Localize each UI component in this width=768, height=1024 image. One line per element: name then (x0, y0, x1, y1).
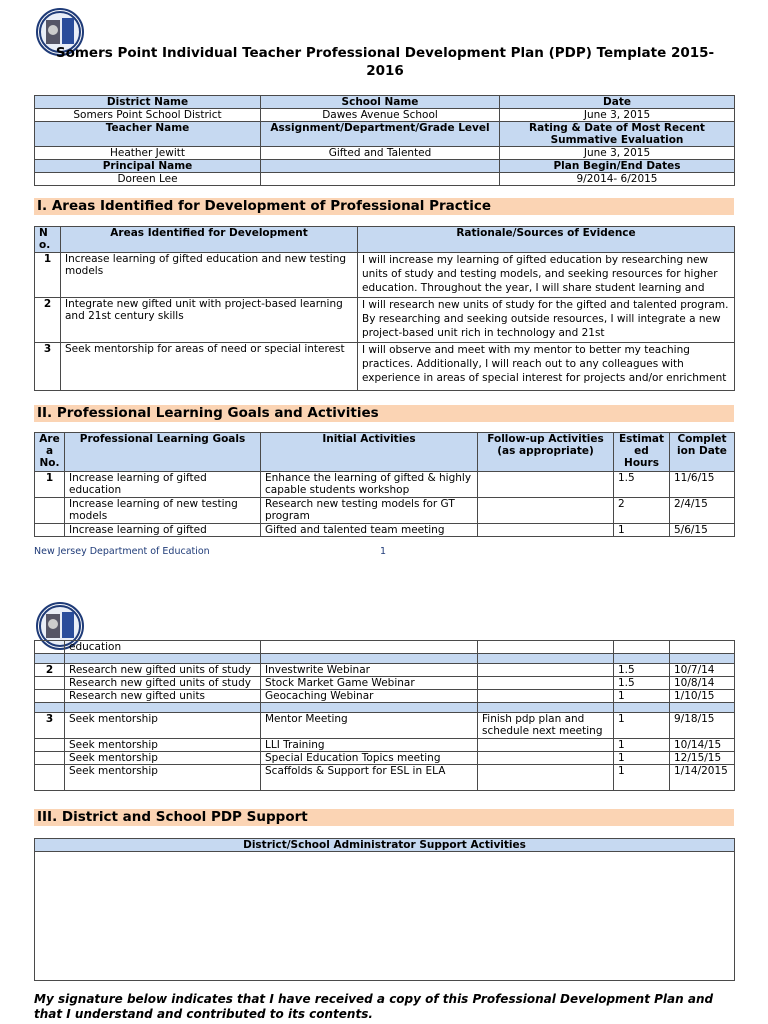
spacer-cell (65, 654, 261, 664)
rationale-text (358, 298, 735, 343)
goals-area-no-header: Are a No. (35, 433, 65, 472)
spacer-cell (478, 703, 614, 713)
goal-text: education (65, 641, 261, 654)
district-value: Somers Point School District (35, 109, 261, 122)
goals-table-page2 (34, 640, 735, 791)
area-no: 1 (35, 253, 61, 298)
section3-heading: III. District and School PDP Support (34, 809, 734, 826)
followup-activity (478, 690, 614, 703)
goal-no (35, 677, 65, 690)
assignment-header: Assignment/Department/Grade Level (261, 122, 500, 147)
teacher-header: Teacher Name (35, 122, 261, 147)
support-table (34, 838, 735, 981)
area-text: Increase learning of gifted education and new testing models (61, 253, 358, 298)
plan-value: 9/2014- 6/2015 (500, 173, 735, 186)
footer-org: New Jersey Department of Education (34, 546, 210, 557)
footer-page-number: 1 (380, 546, 387, 557)
initial-activity: Investwrite Webinar (261, 664, 478, 677)
empty-header (261, 160, 500, 173)
goal-no (35, 739, 65, 752)
goal-no (35, 498, 65, 524)
rating-header: Rating & Date of Most Recent Summative Evaluation (500, 122, 735, 147)
rationale-text-1: I will increase my learning of gifted education by researching new units of study and testing models, and seeking resources for higher education. Throughout the year, I will share student learning and (362, 254, 718, 294)
goal-text: Increase learning of gifted (65, 524, 261, 537)
followup-activity (478, 752, 614, 765)
rationale-text-2: I will research new units of study for the gifted and talented program. By researching and seeking outside resources, I will integrate a new project-based unit rich in technology and 21st (362, 299, 729, 339)
rationale-header: Rationale/Sources of Evidence (358, 227, 735, 253)
followup-activity (478, 664, 614, 677)
initial-activity: Scaffolds & Support for ESL in ELA (261, 765, 478, 791)
page-title: Somers Point Individual Teacher Professional Development Plan (PDP) Template 2015-2016 (55, 45, 715, 79)
est-hours: 1 (614, 765, 670, 791)
initial-activity: Mentor Meeting (261, 713, 478, 739)
goal-text: Seek mentorship (65, 765, 261, 791)
area-text: Seek mentorship for areas of need or special interest (61, 343, 358, 391)
goals-table-page1 (34, 432, 735, 537)
spacer-cell (614, 703, 670, 713)
goal-no (35, 752, 65, 765)
goals-header: Professional Learning Goals (65, 433, 261, 472)
est-hours: 1 (614, 690, 670, 703)
initial-activity: Gifted and talented team meeting (261, 524, 478, 537)
completion-date: 10/14/15 (670, 739, 735, 752)
school-header: School Name (261, 96, 500, 109)
goal-no (35, 690, 65, 703)
followup-activity (478, 498, 614, 524)
section2-heading: II. Professional Learning Goals and Activities (34, 405, 734, 422)
initial-activity: Geocaching Webinar (261, 690, 478, 703)
spacer-cell (261, 703, 478, 713)
initial-activity: Special Education Topics meeting (261, 752, 478, 765)
rationale-text (358, 253, 735, 298)
initial-activity: Enhance the learning of gifted & highly capable students workshop (261, 472, 478, 498)
principal-value: Doreen Lee (35, 173, 261, 186)
completion-date: 2/4/15 (670, 498, 735, 524)
completion-date (670, 641, 735, 654)
areas-table (34, 226, 735, 391)
plan-header: Plan Begin/End Dates (500, 160, 735, 173)
completion-date: 10/8/14 (670, 677, 735, 690)
spacer-cell (65, 703, 261, 713)
followup-activity (478, 641, 614, 654)
rating-value: June 3, 2015 (500, 147, 735, 160)
initial-activities-header: Initial Activities (261, 433, 478, 472)
hours-header: Estimat ed Hours (614, 433, 670, 472)
followup-activity (478, 765, 614, 791)
school-value: Dawes Avenue School (261, 109, 500, 122)
est-hours (614, 641, 670, 654)
est-hours: 1.5 (614, 664, 670, 677)
area-no: 2 (35, 298, 61, 343)
est-hours: 1 (614, 713, 670, 739)
followup-activity (478, 524, 614, 537)
completion-header: Complet ion Date (670, 433, 735, 472)
initial-activity: Stock Market Game Webinar (261, 677, 478, 690)
spacer-cell (478, 654, 614, 664)
est-hours: 1 (614, 739, 670, 752)
followup-activity (478, 739, 614, 752)
spacer-cell (35, 703, 65, 713)
spacer-cell (670, 703, 735, 713)
area-text: Integrate new gifted unit with project-based learning and 21st century skills (61, 298, 358, 343)
followup-header: Follow-up Activities (as appropriate) (478, 433, 614, 472)
signature-note: My signature below indicates that I have received a copy of this Professional Development Plan and that I understand and contributed to its contents. (34, 992, 714, 1021)
initial-activity: LLI Training (261, 739, 478, 752)
completion-date: 9/18/15 (670, 713, 735, 739)
spacer-cell (261, 654, 478, 664)
goal-text: Increase learning of gifted education (65, 472, 261, 498)
initial-activity: Research new testing models for GT program (261, 498, 478, 524)
completion-date: 11/6/15 (670, 472, 735, 498)
date-header: Date (500, 96, 735, 109)
completion-date: 5/6/15 (670, 524, 735, 537)
goal-no (35, 765, 65, 791)
completion-date: 12/15/15 (670, 752, 735, 765)
completion-date: 1/14/2015 (670, 765, 735, 791)
assignment-value: Gifted and Talented (261, 147, 500, 160)
principal-header: Principal Name (35, 160, 261, 173)
followup-activity: Finish pdp plan and schedule next meeting (478, 713, 614, 739)
initial-activity (261, 641, 478, 654)
empty-cell (261, 173, 500, 186)
goal-text: Research new gifted units (65, 690, 261, 703)
spacer-cell (614, 654, 670, 664)
goal-text: Research new gifted units of study (65, 677, 261, 690)
rationale-text (358, 343, 735, 391)
goal-no: 3 (35, 713, 65, 739)
goal-text: Seek mentorship (65, 739, 261, 752)
goal-no (35, 524, 65, 537)
goal-text: Seek mentorship (65, 752, 261, 765)
est-hours: 1 (614, 752, 670, 765)
goal-text: Research new gifted units of study (65, 664, 261, 677)
completion-date: 1/10/15 (670, 690, 735, 703)
est-hours: 1.5 (614, 472, 670, 498)
est-hours: 1.5 (614, 677, 670, 690)
goal-text: Increase learning of new testing models (65, 498, 261, 524)
district-header: District Name (35, 96, 261, 109)
goal-text: Seek mentorship (65, 713, 261, 739)
est-hours: 1 (614, 524, 670, 537)
areas-no-header: N o. (35, 227, 61, 253)
rationale-text-3: I will observe and meet with my mentor to better my teaching practices. Additionally, I will reach out to any colleagues with experience in areas of special interest for projects and/or enrichment (362, 344, 727, 384)
spacer-cell (670, 654, 735, 664)
completion-date: 10/7/14 (670, 664, 735, 677)
goal-no: 2 (35, 664, 65, 677)
support-header: District/School Administrator Support Activities (35, 839, 735, 852)
est-hours: 2 (614, 498, 670, 524)
teacher-value: Heather Jewitt (35, 147, 261, 160)
areas-header: Areas Identified for Development (61, 227, 358, 253)
area-no: 3 (35, 343, 61, 391)
goal-no: 1 (35, 472, 65, 498)
followup-activity (478, 677, 614, 690)
spacer-cell (35, 654, 65, 664)
support-activities-box[interactable] (35, 852, 735, 981)
followup-activity (478, 472, 614, 498)
goal-no (35, 641, 65, 654)
section1-heading: I. Areas Identified for Development of Professional Practice (34, 198, 734, 215)
info-table (34, 95, 735, 186)
date-value: June 3, 2015 (500, 109, 735, 122)
